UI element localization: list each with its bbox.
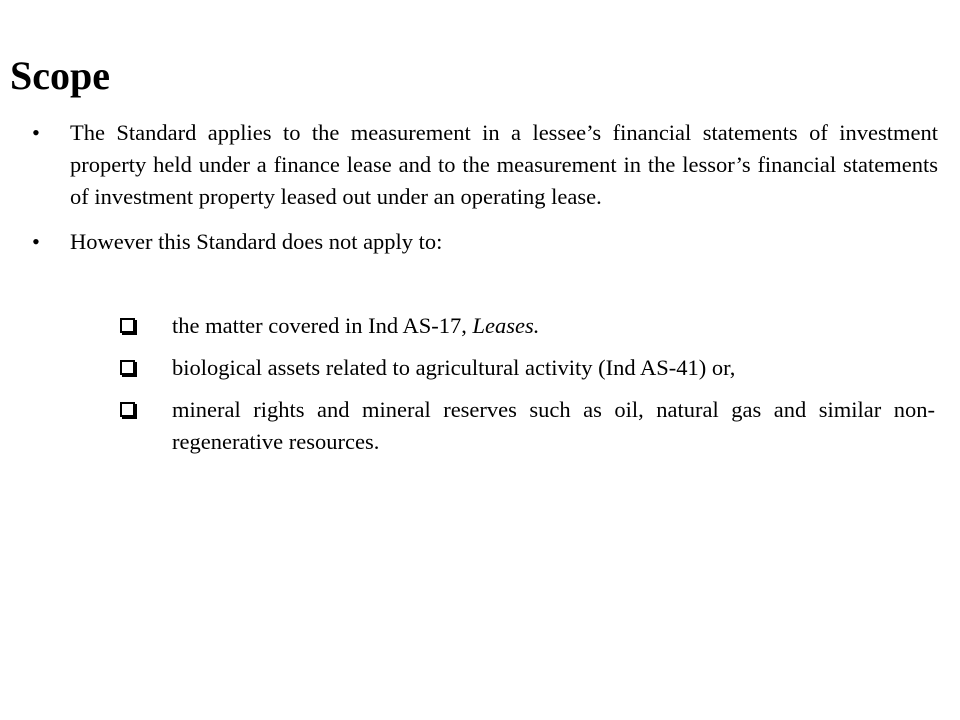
bullet-item — [32, 226, 938, 258]
exclusion-list — [120, 310, 935, 468]
bullet-text: However this Standard does not apply to: — [70, 229, 443, 254]
bullet-icon: • — [32, 120, 40, 145]
bullet-item — [32, 117, 938, 213]
exclusion-item — [120, 310, 935, 342]
checkbox-square-icon — [120, 360, 135, 375]
bullet-list — [32, 117, 938, 271]
exclusion-text-italic: Leases. — [472, 313, 540, 338]
exclusion-text: the matter covered in Ind AS-17, — [172, 313, 473, 338]
exclusion-text: biological assets related to agricultural activity (Ind AS-41) or, — [172, 355, 736, 380]
exclusion-item — [120, 394, 935, 458]
exclusion-text: mineral rights and mineral reserves such as oil, natural gas and similar non-regenerative resources. — [172, 397, 935, 454]
bullet-icon: • — [32, 229, 40, 254]
checkbox-square-icon — [120, 318, 135, 333]
exclusion-item — [120, 352, 935, 384]
slide-title: Scope — [10, 53, 110, 98]
bullet-text: The Standard applies to the measurement in a lessee’s financial statements of investment property held under a finance lease and to the measurement in the lessor’s financial statements of investment property leased out under an operating lease. — [70, 120, 938, 209]
checkbox-square-icon — [120, 402, 135, 417]
